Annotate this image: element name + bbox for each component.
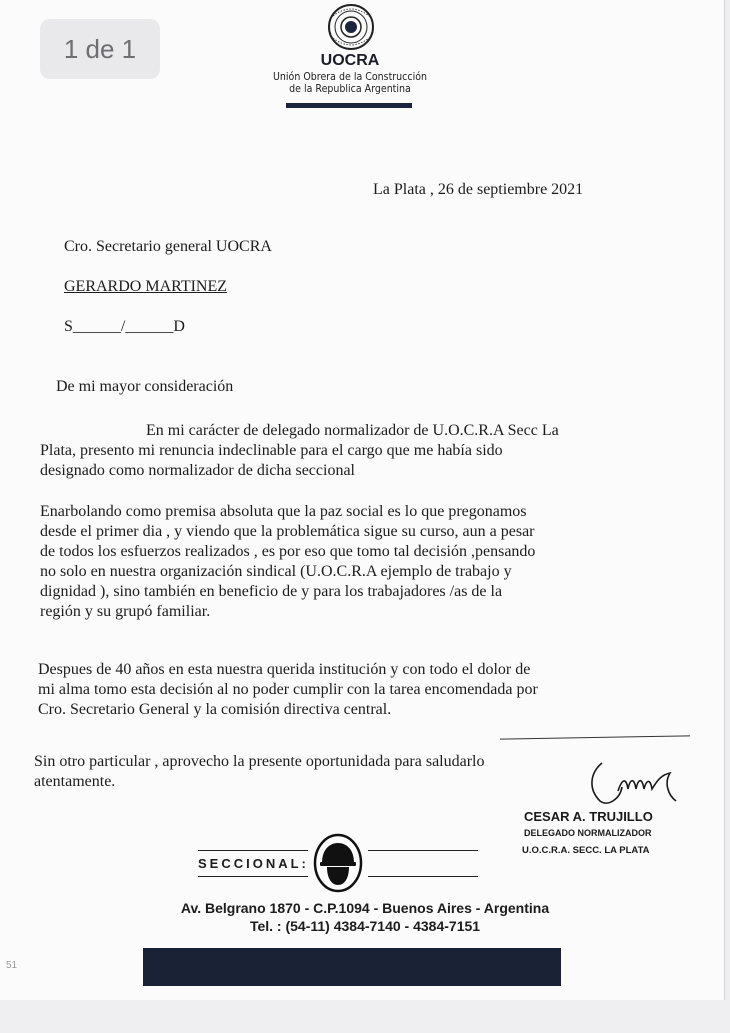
sd-d: D xyxy=(173,318,185,335)
date-line: La Plata , 26 de septiembre 2021 xyxy=(373,181,584,198)
sd-blank: ______ xyxy=(125,318,174,335)
footer-rule-right-bottom xyxy=(368,876,478,877)
closing-line: Sin otro particular , aprovecho la presente oportunidada para saludarlo xyxy=(34,753,485,770)
paragraph-line: de todos los esfuerzos realizados , es por eso que tomo tal decisión ,pensando xyxy=(40,543,536,560)
org-full-name xyxy=(255,71,444,95)
paragraph-2 xyxy=(40,502,535,622)
page-counter-text: 1 de 1 xyxy=(63,33,137,64)
footer-bar xyxy=(143,948,561,986)
sd-blank: ______ xyxy=(72,318,121,335)
seccional-label: SECCIONAL: xyxy=(198,856,309,871)
paragraph-line: región y su grupó familiar. xyxy=(40,603,211,620)
paragraph-line: Enarbolando como premisa absoluta que la paz social es lo que pregonamos xyxy=(40,503,527,520)
worker-helmet-icon xyxy=(312,833,364,893)
uocra-seal-icon xyxy=(323,2,379,52)
signature-line xyxy=(500,735,690,739)
org-name-line: de la Republica Argentina xyxy=(289,82,411,95)
recipient-name: GERARDO MARTINEZ xyxy=(64,278,228,295)
org-name-line: Unión Obrera de la Construcción xyxy=(273,70,427,83)
stamp-section: U.O.C.R.A. SECC. LA PLATA xyxy=(522,845,650,856)
footer-rule-left-top xyxy=(198,850,308,851)
footer-rule-left-bottom xyxy=(198,876,308,877)
paragraph-line: designado como normalizador de dicha seccional xyxy=(40,462,355,479)
paragraph-line: desde el primer dia , y viendo que la problemática sigue su curso, aun a pesar xyxy=(40,523,535,540)
footer-rule-right-top xyxy=(368,850,478,851)
paragraph-line: no solo en nuestra organización sindical (U.O.C.R.A ejemplo de trabajo y xyxy=(40,563,512,580)
margin-mark: 51 xyxy=(6,960,18,971)
paragraph-line: dignidad ), sino también en beneficio de y para los trabajadores /as de la xyxy=(40,583,503,600)
paragraph-1 xyxy=(40,421,559,481)
sd-greeting xyxy=(64,318,185,336)
paragraph-line: mi alma tomo esta decisión al no poder cumplir con la tarea encomendada por xyxy=(38,681,538,698)
paragraph-line: Cro. Secretario General y la comisión directiva central. xyxy=(38,701,392,718)
header-rule xyxy=(286,103,412,108)
stamp-role: DELEGADO NORMALIZADOR xyxy=(524,828,652,838)
paragraph-line: Despues de 40 años en esta nuestra querida institución y con todo el dolor de xyxy=(38,661,531,678)
recipient-title: Cro. Secretario general UOCRA xyxy=(64,238,272,255)
sd-slash: / xyxy=(120,318,126,335)
paragraph-3 xyxy=(38,660,538,720)
salutation: De mi mayor consideración xyxy=(56,378,234,395)
stamp-name: CESAR A. TRUJILLO xyxy=(524,809,653,824)
closing xyxy=(34,752,485,792)
page-counter-badge xyxy=(40,19,160,79)
org-abbreviation: UOCRA xyxy=(320,52,380,69)
footer-address: Av. Belgrano 1870 - C.P.1094 - Buenos Aires - Argentina xyxy=(180,900,550,916)
paragraph-line: En mi carácter de delegado normalizador de U.O.C.R.A Secc La xyxy=(146,422,559,439)
handwritten-signature xyxy=(560,755,690,810)
closing-line: atentamente. xyxy=(34,773,116,790)
sd-s: S xyxy=(64,318,73,335)
paragraph-line: Plata, presento mi renuncia indeclinable para el cargo que me había sido xyxy=(40,442,503,459)
footer-phone: Tel. : (54-11) 4384-7140 - 4384-7151 xyxy=(249,918,481,934)
